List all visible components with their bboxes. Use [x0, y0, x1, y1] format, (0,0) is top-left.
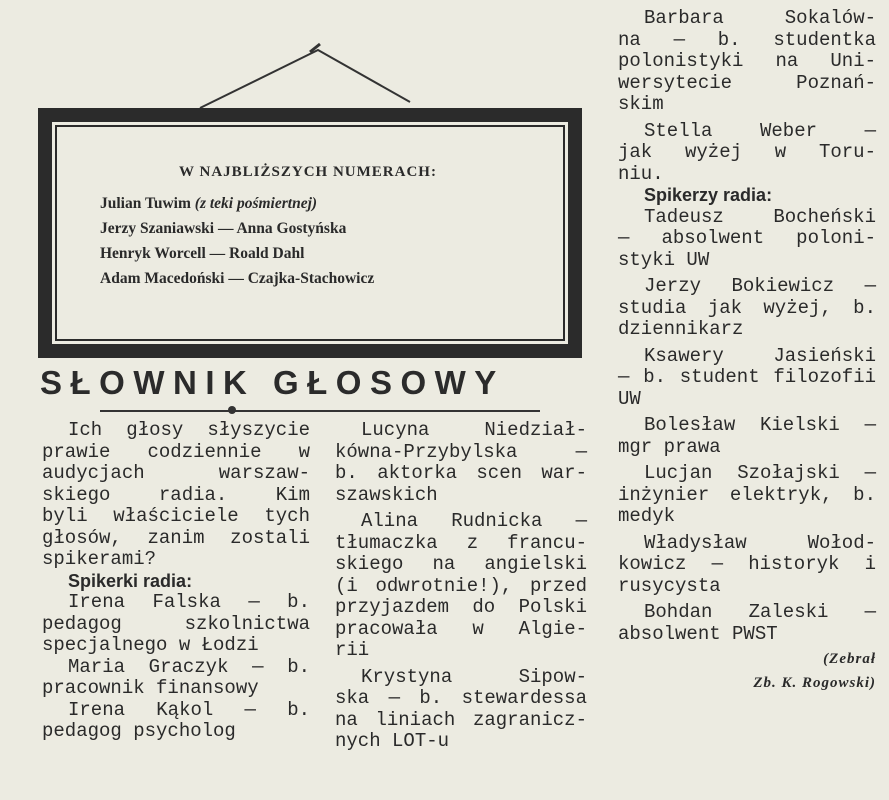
speaker-entry-line: UW: [618, 387, 641, 410]
speaker-entry-line: jak wyżej w Toru-: [618, 141, 876, 163]
speaker-entry-line: skiego na angielski: [335, 553, 587, 575]
speaker-entry-line: Alina Rudnicka —: [361, 510, 587, 532]
intro-line: audycjach warszaw-: [42, 462, 310, 484]
speaker-entry-line: pracownik finansowy: [42, 677, 259, 699]
speaker-entry-line: polonistyki na Uni-: [618, 50, 876, 72]
speaker-entry-line: kówna-Przybylska —: [335, 440, 587, 463]
speaker-entry-line: Irena Falska — b.: [68, 591, 310, 613]
credit-line: Zb. K. Rogowski): [753, 675, 876, 691]
speaker-entry-line: szawskich: [335, 483, 438, 506]
speaker-entry-line: pedagog psycholog: [42, 720, 236, 742]
title-rule: [100, 410, 540, 412]
speaker-entry-line: medyk: [618, 505, 676, 527]
announcement-heading: W NAJBLIŻSZYCH NUMERACH:: [179, 164, 437, 180]
speaker-entry-line: Krystyna Sipow-: [361, 665, 587, 688]
speaker-entry-line: Bohdan Zaleski —: [644, 601, 876, 623]
speaker-entry-line: b. aktorka scen war-: [335, 462, 587, 484]
intro-line: byli właściciele tych: [42, 505, 310, 527]
speaker-entry-line: rusycysta: [618, 574, 721, 597]
article-column-1: [42, 420, 310, 743]
speaker-entry-line: Lucyna Niedział-: [361, 419, 587, 441]
speaker-entry-line: — b. student filozofii: [618, 366, 876, 388]
speaker-entry-line: na liniach zagranicz-: [335, 708, 587, 731]
speaker-entry-line: Władysław Wołod-: [644, 531, 876, 554]
announcement-content: [64, 138, 552, 322]
speaker-entry-line: — absolwent poloni-: [618, 227, 876, 249]
title-rule-ornament: [228, 406, 236, 414]
speaker-entry-line: (i odwrotnie!), przed: [335, 574, 587, 597]
speaker-entry-line: specjalnego w Łodzi: [42, 634, 259, 656]
speaker-entry-line: przyjazdem do Polski: [335, 596, 587, 618]
speaker-entry-line: inżynier elektryk, b.: [618, 483, 876, 506]
speaker-entry-line: pracowała w Algie-: [335, 617, 587, 640]
hanger-wire: [200, 50, 410, 108]
announcement-line: Adam Macedoński — Czajka-Stachowicz: [100, 270, 375, 287]
article-title: SŁOWNIK GŁOSOWY: [40, 364, 505, 401]
section-subheading: Spikerki radia:: [68, 570, 193, 591]
speaker-entry-line: Lucjan Szołajski —: [644, 462, 876, 484]
speaker-entry-line: rii: [335, 639, 370, 661]
author-credit: [618, 647, 876, 695]
intro-line: Ich głosy słyszycie: [68, 419, 310, 441]
speaker-entry-line: na — b. studentka: [618, 28, 876, 51]
speaker-entry-line: Barbara Sokalów-: [644, 7, 876, 29]
speaker-entry-line: Maria Graczyk — b.: [68, 655, 310, 678]
speaker-entry-line: dziennikarz: [618, 318, 744, 340]
speaker-entry-line: kowicz — historyk i: [618, 553, 876, 575]
speaker-entry-line: tłumaczka z francu-: [335, 531, 587, 554]
announcement-line: Jerzy Szaniawski — Anna Gostyńska: [100, 220, 347, 237]
announcement-line: Henryk Worcell — Roald Dahl: [100, 245, 305, 262]
section-subheading: Spikerzy radia:: [644, 185, 773, 205]
credit-line: (Zebrał: [823, 651, 876, 667]
speaker-entry-line: Ksawery Jasieński: [644, 344, 876, 367]
speaker-entry-line: niu.: [618, 162, 664, 185]
speaker-entry-line: Jerzy Bokiewicz —: [644, 275, 876, 297]
speaker-entry-line: absolwent PWST: [618, 622, 778, 645]
speaker-entry-line: skim: [618, 93, 664, 115]
intro-line: spikerami?: [42, 548, 157, 570]
speaker-entry-line: ska — b. stewardessa: [335, 687, 587, 709]
speaker-entry-line: Stella Weber —: [644, 119, 876, 142]
intro-line: głosów, zanim zostali: [42, 526, 310, 549]
speaker-entry-line: nych LOT-u: [335, 730, 450, 752]
speaker-entry-line: studia jak wyżej, b.: [618, 296, 876, 319]
intro-line: prawie codziennie w: [42, 440, 310, 463]
speaker-entry-line: Tadeusz Bocheński: [644, 205, 876, 228]
speaker-entry-line: wersytecie Poznań-: [618, 71, 876, 94]
intro-line: skiego radia. Kim: [42, 483, 310, 506]
speaker-entry-line: pedagog szkolnictwa: [42, 612, 310, 635]
article-column-2: [335, 420, 587, 753]
speaker-entry-line: Bolesław Kielski —: [644, 414, 876, 436]
speaker-entry-line: styki UW: [618, 248, 710, 271]
speaker-entry-line: mgr prawa: [618, 435, 721, 458]
speaker-entry-line: Irena Kąkol — b.: [68, 698, 310, 721]
article-column-3: [618, 8, 876, 695]
announcement-line: Julian Tuwim (z teki pośmiertnej): [100, 195, 318, 212]
